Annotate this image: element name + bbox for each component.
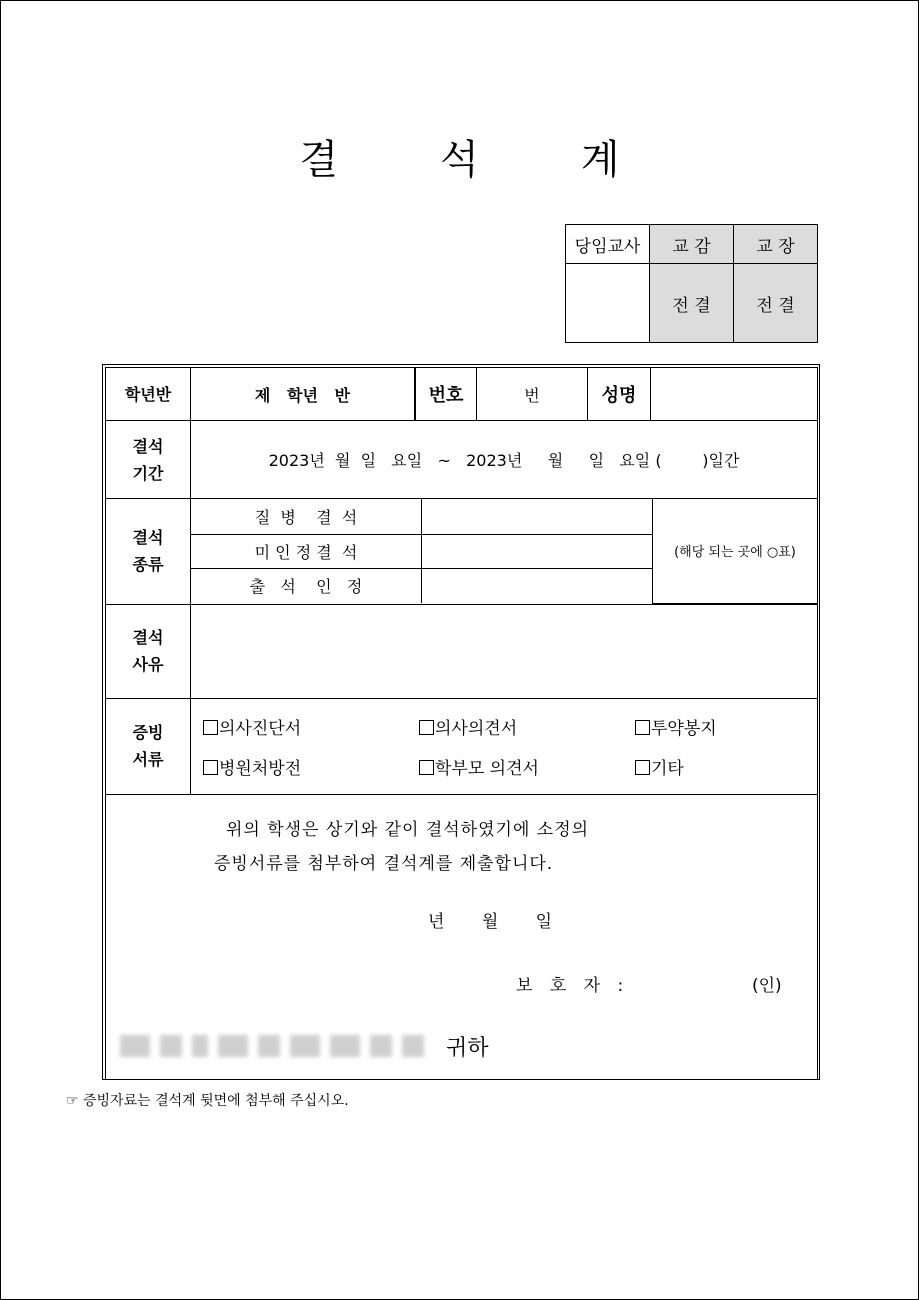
redacted-block <box>330 1035 360 1057</box>
number-label: 번호 <box>428 385 464 406</box>
period-label <box>106 421 191 499</box>
type-mark-unexcused[interactable] <box>422 534 653 568</box>
title-char-3: 계 <box>580 137 620 183</box>
title-char-1: 결 <box>299 137 339 183</box>
doc-check-parent-opinion[interactable]: 학부모 의견서 <box>419 754 635 779</box>
type-label-bottom: 종류 <box>132 555 164 575</box>
doc-check-other[interactable]: 기타 <box>635 754 684 779</box>
docs-label-top: 증빙 <box>132 723 164 742</box>
approval-header-principal: 교 장 <box>734 225 818 264</box>
doc-check-diagnosis[interactable]: 의사진단서 <box>203 714 419 739</box>
redacted-block <box>290 1035 320 1057</box>
type-item-attendance: 출 석 인 정 <box>191 568 422 603</box>
checkbox-icon <box>203 720 218 735</box>
number-value[interactable]: 번 <box>477 368 588 421</box>
footnote: ☞ 증빙자료는 결석계 뒷면에 첨부해 주십시오. <box>66 1093 349 1109</box>
redacted-block <box>120 1035 150 1057</box>
document-title <box>0 128 919 185</box>
checkbox-icon <box>203 760 218 775</box>
type-cell <box>191 499 818 605</box>
docs-cell <box>191 698 818 794</box>
class-label: 학년반 <box>106 368 191 421</box>
period-label-bottom: 기간 <box>132 463 164 483</box>
number-label-cell <box>416 368 477 421</box>
name-value[interactable] <box>651 368 818 421</box>
redacted-block <box>370 1035 392 1057</box>
redacted-block <box>258 1035 280 1057</box>
doc-check-medicine-bag[interactable]: 투약봉지 <box>635 714 717 739</box>
doc-check-opinion[interactable]: 의사의견서 <box>419 714 635 739</box>
redacted-block <box>402 1035 424 1057</box>
addressee-suffix: 귀하 <box>446 1035 489 1061</box>
approval-sign-teacher[interactable] <box>566 264 650 343</box>
doc-check-prescription[interactable]: 병원처방전 <box>203 754 419 779</box>
reason-value[interactable] <box>191 604 818 698</box>
checkbox-icon <box>419 720 434 735</box>
checkbox-icon <box>635 760 650 775</box>
statement-date[interactable]: 년 월 일 <box>428 911 553 932</box>
name-label-text: 성명 <box>601 385 637 406</box>
statement-cell <box>106 794 818 1079</box>
approval-header-vice-principal: 교 감 <box>650 225 734 264</box>
approval-sign-principal: 전 결 <box>734 264 818 343</box>
period-value[interactable]: 2023년 월 일 요일 ~ 2023년 월 일 요일 ( )일간 <box>191 421 818 499</box>
approval-sign-vice-principal: 전 결 <box>650 264 734 343</box>
reason-label-bottom: 사유 <box>132 655 164 674</box>
statement-line-1: 위의 학생은 상기와 같이 결석하였기에 소정의 <box>226 819 590 840</box>
reason-label <box>106 604 191 698</box>
absence-form <box>105 367 818 1080</box>
period-label-top: 결석 <box>132 436 164 456</box>
docs-label-bottom: 서류 <box>132 750 164 769</box>
checkbox-icon <box>419 760 434 775</box>
type-mark-attendance[interactable] <box>422 568 653 603</box>
type-mark-illness[interactable] <box>422 499 653 534</box>
type-label-top: 결석 <box>132 528 164 548</box>
title-char-2: 석 <box>440 137 479 183</box>
docs-label <box>106 698 191 794</box>
redacted-block <box>218 1035 248 1057</box>
type-label <box>106 499 191 605</box>
redacted-block <box>160 1035 182 1057</box>
seal-mark: (인) <box>752 975 782 996</box>
addressee <box>120 1031 489 1062</box>
guardian-label: 보 호 자 : <box>516 975 630 996</box>
reason-label-top: 결석 <box>132 628 164 647</box>
type-note: (해당 되는 곳에 ○표) <box>653 499 818 603</box>
checkbox-icon <box>635 720 650 735</box>
approval-header-teacher: 당임교사 <box>566 225 650 264</box>
class-value: 제 학년 반 <box>254 385 351 405</box>
class-value-cell[interactable] <box>191 368 416 421</box>
redacted-block <box>192 1035 208 1057</box>
statement-line-2: 증빙서류를 첨부하여 결석계를 제출합니다. <box>214 853 554 874</box>
approval-box <box>565 224 818 343</box>
type-item-unexcused: 미 인 정 결 석 <box>191 534 422 568</box>
name-label <box>588 368 651 421</box>
type-item-illness: 질 병 결 석 <box>191 499 422 534</box>
